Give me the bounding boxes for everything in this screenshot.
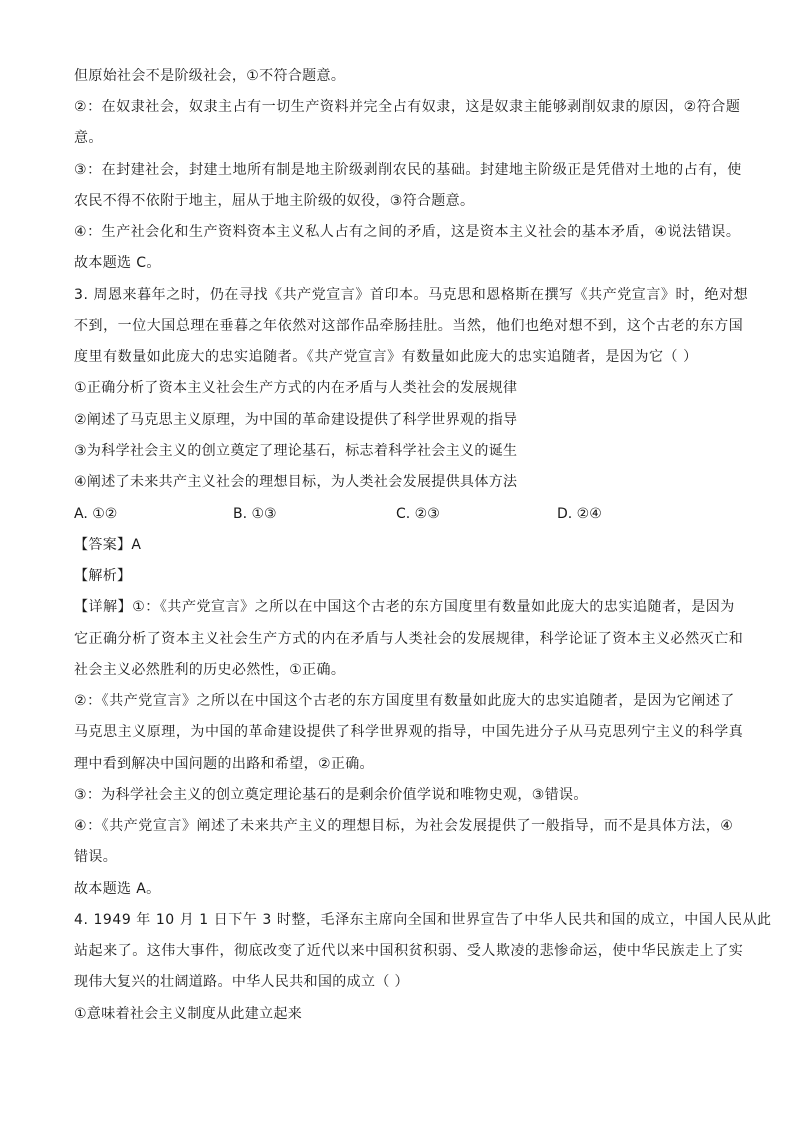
- explanation-line: ②：《共产党宣言》之所以在中国这个古老的东方国度里有数量如此庞大的忠实追随者，是因为它阐述了: [74, 693, 735, 709]
- question-3-statement: ①正确分析了资本主义社会生产方式的内在矛盾与人类社会的发展规律: [74, 380, 518, 396]
- option-b: B. ①③: [233, 506, 277, 522]
- option-c: C. ②③: [396, 506, 440, 522]
- question-4-line: 站起来了。这伟大事件，彻底改变了近代以来中国积贫积弱、受人欺凌的悲惨命运，使中华民族走上了实: [74, 943, 744, 959]
- text-line: 意。: [74, 130, 103, 146]
- question-4-statement: ①意味着社会主义制度从此建立起来: [74, 1006, 303, 1022]
- explanation-line: 理中看到解决中国问题的出路和希望，②正确。: [74, 756, 374, 772]
- explanation-line: 它正确分析了资本主义社会生产方式的内在矛盾与人类社会的发展规律，科学论证了资本主义必然灭亡和: [74, 631, 744, 647]
- explanation-line: 马克思主义原理，为中国的革命建设提供了科学世界观的指导，中国先进分子从马克思列宁主义的科学真: [74, 724, 744, 740]
- explanation-line: ③：为科学社会主义的创立奠定理论基石的是剩余价值学说和唯物史观，③错误。: [74, 787, 588, 803]
- text-line: 但原始社会不是阶级社会，①不符合题意。: [74, 68, 346, 84]
- text-line: ④：生产社会化和生产资料资本主义私人占有之间的矛盾，这是资本主义社会的基本矛盾，④说法错误。: [74, 224, 741, 240]
- explanation-line: 【详解】①：《共产党宣言》之所以在中国这个古老的东方国度里有数量如此庞大的忠实追随者，是因为: [74, 599, 735, 615]
- explanation-line: ④：《共产党宣言》阐述了未来共产主义的理想目标，为社会发展提供了一般指导，而不是具体方法，④: [74, 818, 734, 834]
- text-line: ②：在奴隶社会，奴隶主占有一切生产资料并完全占有奴隶，这是奴隶主能够剥削奴隶的原因，②符合题: [74, 99, 741, 115]
- text-line: 故本题选 C。: [74, 255, 161, 271]
- question-4-line: 现伟大复兴的壮阔道路。中华人民共和国的成立（ ）: [74, 974, 409, 990]
- text-line: 农民不得不依附于地主，屈从于地主阶级的奴役，③符合题意。: [74, 193, 475, 209]
- question-3-statement: ④阐述了未来共产主义社会的理想目标，为人类社会发展提供具体方法: [74, 474, 518, 490]
- option-a: A. ①②: [74, 506, 118, 522]
- analysis-tag: 【解析】: [74, 568, 132, 584]
- option-d: D. ②④: [557, 506, 602, 522]
- question-3-line: 3. 周恩来暮年之时，仍在寻找《共产党宣言》首印本。马克思和恩格斯在撰写《共产党宣言》时，绝对想: [74, 287, 749, 303]
- explanation-line: 故本题选 A。: [74, 881, 161, 897]
- question-3-statement: ②阐述了马克思主义原理，为中国的革命建设提供了科学世界观的指导: [74, 412, 518, 428]
- text-line: ③：在封建社会，封建土地所有制是地主阶级剥削农民的基础。封建地主阶级正是凭借对土地的占有，使: [74, 162, 742, 178]
- question-3-line: 不到，一位大国总理在垂暮之年依然对这部作品牵肠挂肚。当然，他们也绝对想不到，这个古老的东方国: [74, 318, 744, 334]
- answer-tag: 【答案】A: [74, 537, 142, 553]
- question-3-statement: ③为科学社会主义的创立奠定了理论基石，标志着科学社会主义的诞生: [74, 443, 518, 459]
- explanation-line: 社会主义必然胜利的历史必然性，①正确。: [74, 662, 346, 678]
- explanation-line: 错误。: [74, 849, 118, 865]
- question-3-line: 度里有数量如此庞大的忠实追随者。《共产党宣言》有数量如此庞大的忠实追随者，是因为它（ ）: [74, 349, 698, 365]
- question-4-line: 4. 1949 年 10 月 1 日下午 3 时整，毛泽东主席向全国和世界宣告了中华人民共和国的成立，中国人民从此: [74, 912, 772, 928]
